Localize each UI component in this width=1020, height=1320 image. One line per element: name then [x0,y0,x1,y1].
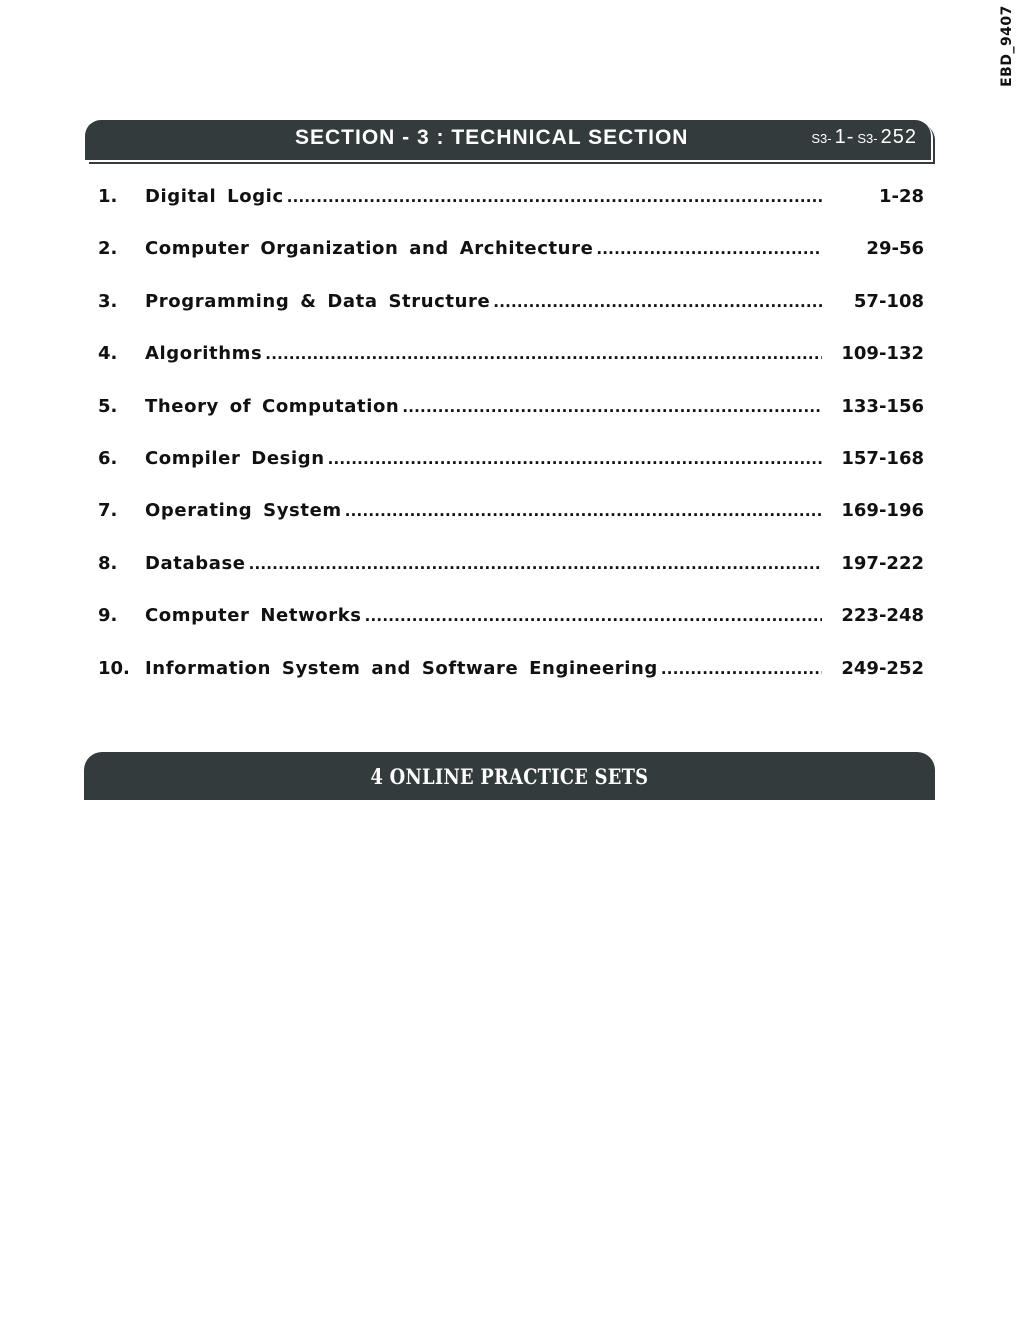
toc-entry-number: 4. [98,343,118,365]
toc-entry-title: Database [145,552,246,574]
range-prefix-end: S3- [857,131,878,146]
dot-leader [328,450,822,468]
toc-entry-information-system-software-engineering[interactable] [98,658,924,710]
toc-entry-operating-system[interactable] [98,500,924,552]
toc-entry-pages: 109-132 [841,343,924,365]
toc-entry-computer-networks[interactable] [98,605,924,657]
document-code-text: EBD_9407 [999,5,1016,87]
toc-entry-pages: 1-28 [878,186,924,207]
toc-entry-number: 5. [98,395,118,417]
dot-leader [661,660,822,678]
section-title: SECTION - 3 : TECHNICAL SECTION [295,126,689,149]
toc-entry-title: Operating System [145,500,342,522]
toc-entry-pages: 57-108 [853,290,924,312]
toc-entry-number: 3. [98,290,118,312]
practice-sets-title: 4 ONLINE PRACTICE SETS [370,763,649,789]
toc-entry-pages: 249-252 [841,657,924,679]
section-header [85,120,931,160]
toc-entry-pages: 157-168 [841,447,924,469]
range-start: 1- [834,126,855,148]
range-end: 252 [880,126,917,148]
toc-entry-pages: 197-222 [841,552,924,574]
section-page-range [811,126,917,149]
toc-entry-number: 1. [98,186,118,207]
toc-entry-number: 8. [98,552,118,574]
toc-entry-pages: 29-56 [866,238,924,260]
toc-entry-title: Theory of Computation [145,395,400,417]
toc-entry-database[interactable] [98,553,924,605]
toc-entry-compiler-design[interactable] [98,448,924,500]
dot-leader [493,293,822,311]
toc-entry-algorithms[interactable] [98,343,924,395]
range-prefix-start: S3- [811,131,832,146]
toc-entry-pages: 133-156 [841,395,924,417]
toc-entry-programming-data-structure[interactable] [98,291,924,343]
table-of-contents [98,186,924,710]
toc-entry-number: 7. [98,500,118,522]
document-code [996,0,1018,92]
toc-entry-number: 2. [98,238,118,260]
toc-entry-title: Digital Logic [145,186,284,207]
section-header-bar [85,120,931,160]
toc-entry-title: Information System and Software Engineering [145,657,658,679]
dot-leader [265,345,822,363]
toc-entry-title: Programming & Data Structure [145,290,491,312]
toc-entry-title: Compiler Design [145,447,325,469]
dot-leader [365,607,822,625]
toc-entry-theory-of-computation[interactable] [98,396,924,448]
toc-entry-title: Algorithms [145,343,263,365]
online-practice-sets-banner [84,752,935,800]
toc-entry-number: 9. [98,605,118,627]
toc-entry-computer-organization[interactable] [98,238,924,290]
dot-leader [596,240,822,258]
dot-leader [287,188,822,206]
toc-entry-title: Computer Networks [145,605,362,627]
dot-leader [345,502,822,520]
toc-entry-number: 10. [98,657,130,679]
toc-entry-number: 6. [98,447,118,469]
dot-leader [402,398,822,416]
toc-entry-title: Computer Organization and Architecture [145,238,594,260]
toc-entry-digital-logic[interactable] [98,186,924,238]
dot-leader [249,555,822,573]
toc-entry-pages: 169-196 [841,500,924,522]
toc-entry-pages: 223-248 [841,605,924,627]
